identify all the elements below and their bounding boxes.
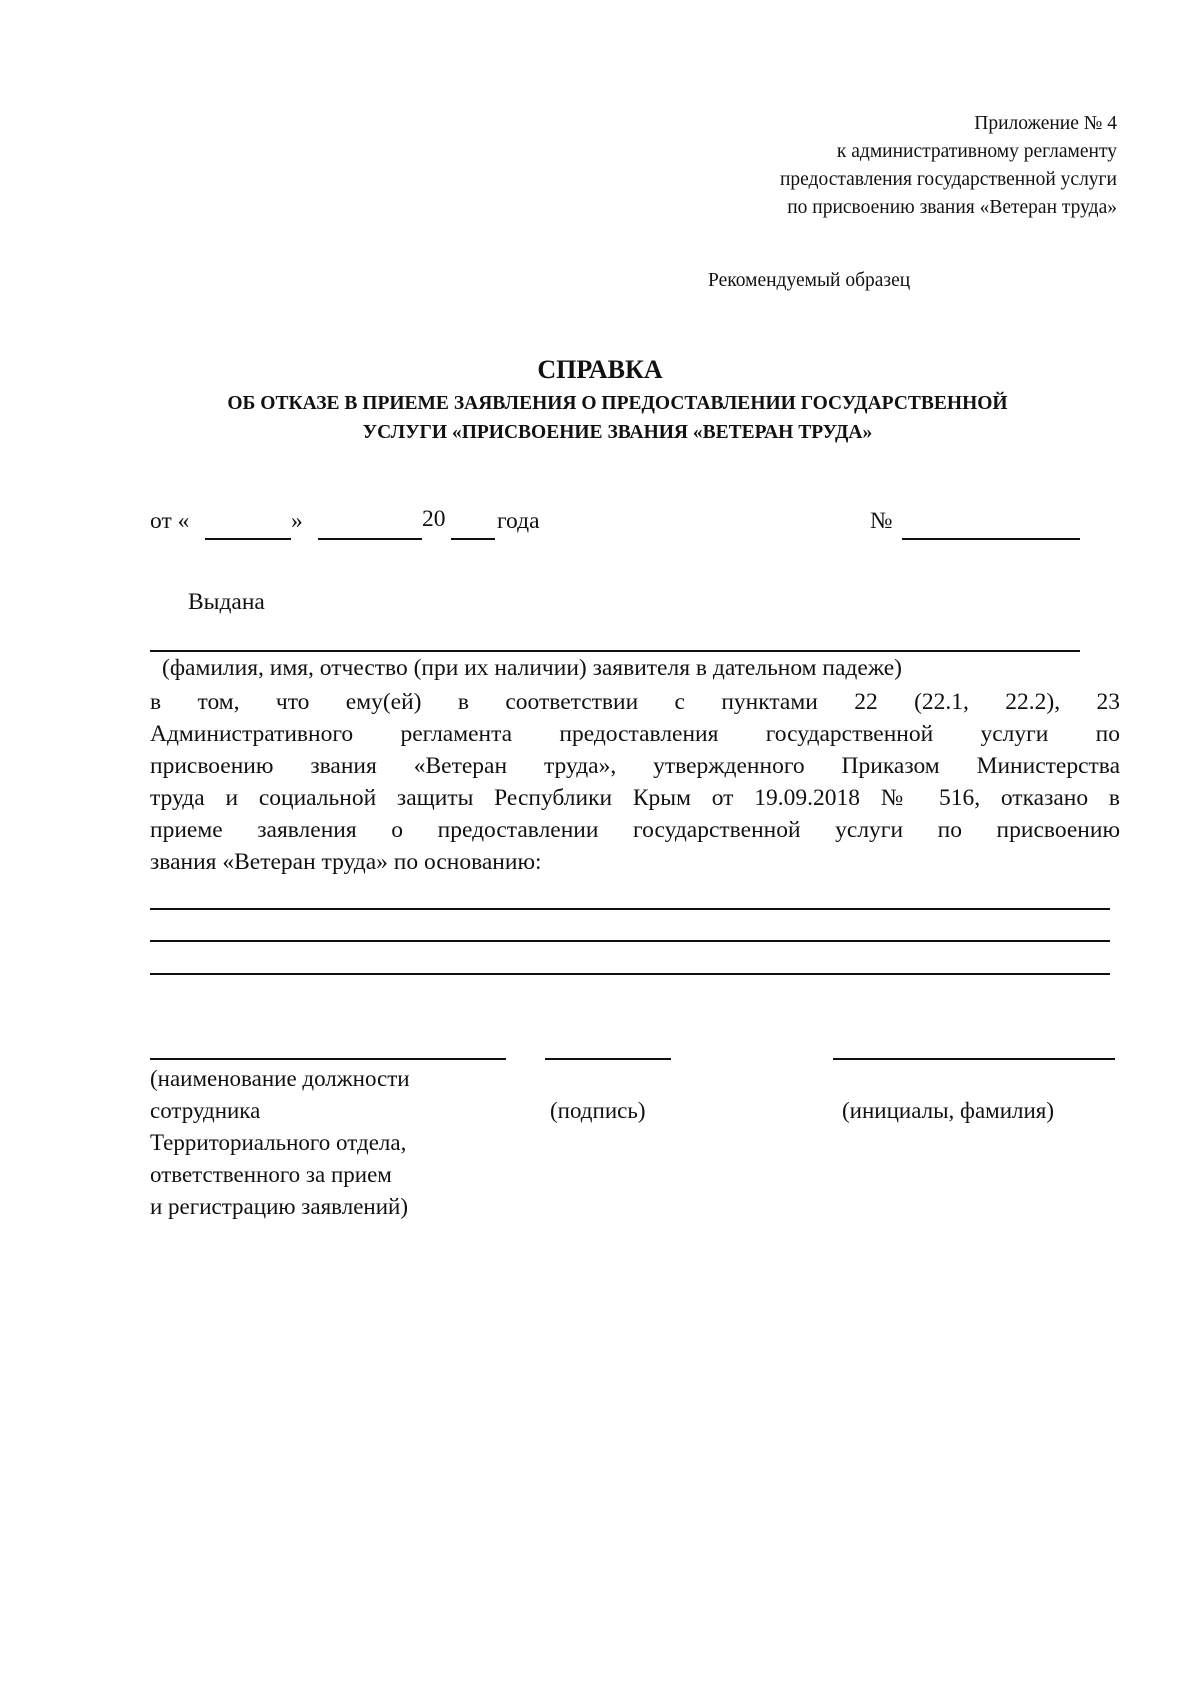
year-suffix: года (497, 508, 540, 534)
document-title: СПРАВКА (537, 355, 663, 384)
sample-label: Рекомендуемый образец (708, 270, 911, 291)
body-line: приеме заявления о предоставлении государственной услуги по присвоению (150, 817, 1120, 843)
recipient-blank[interactable] (150, 650, 1080, 652)
position-caption-line: сотрудника (150, 1098, 261, 1123)
appendix-line: к административному регламенту (836, 141, 1117, 162)
position-blank[interactable] (150, 1058, 506, 1060)
date-close-quote: » (291, 508, 303, 534)
name-caption: (инициалы, фамилия) (842, 1098, 1055, 1123)
appendix-line: Приложение № 4 (974, 113, 1117, 134)
recipient-hint: (фамилия, имя, отчество (при их наличии) заявителя в дательном падеже) (162, 655, 902, 681)
position-caption-line: Территориального отдела, (150, 1130, 407, 1155)
document-subtitle (150, 389, 1085, 447)
appendix-line: предоставления государственной услуги (779, 169, 1117, 190)
appendix-block (780, 110, 1117, 222)
body-line: труда и социальной защиты Республики Крым от 19.09.2018 № 516, отказано в (150, 785, 1120, 811)
position-caption-line: (наименование должности (150, 1066, 410, 1091)
subtitle-line: УСЛУГИ «ПРИСВОЕНИЕ ЗВАНИЯ «ВЕТЕРАН ТРУДА» (362, 422, 873, 443)
number-label: № (870, 508, 893, 534)
body-line: присвоению звания «Ветеран труда», утвержденного Приказом Министерства (150, 753, 1120, 779)
reason-blank-1[interactable] (150, 908, 1110, 910)
year-blank[interactable] (451, 538, 495, 540)
position-caption (150, 1063, 410, 1223)
appendix-line: по присвоению звания «Ветеран труда» (787, 197, 1117, 218)
date-from-label: от « (150, 508, 190, 534)
signature-blank[interactable] (545, 1058, 671, 1060)
issued-label: Выдана (188, 589, 265, 615)
reason-blank-3[interactable] (150, 973, 1110, 975)
body-line: Административного регламента предоставления государственной услуги по (150, 721, 1120, 747)
name-blank[interactable] (833, 1058, 1115, 1060)
body-line: звания «Ветеран труда» по основанию: (150, 849, 542, 875)
subtitle-line: ОБ ОТКАЗЕ В ПРИЕМЕ ЗАЯВЛЕНИЯ О ПРЕДОСТАВЛЕНИИ ГОСУДАРСТВЕННОЙ (227, 393, 1008, 414)
body-line: в том, что ему(ей) в соответствии с пунктами 22 (22.1, 22.2), 23 (150, 689, 1120, 715)
reason-blank-2[interactable] (150, 940, 1110, 942)
position-caption-line: и регистрацию заявлений) (150, 1194, 409, 1219)
day-blank[interactable] (205, 538, 291, 540)
number-blank[interactable] (902, 538, 1080, 540)
signature-caption: (подпись) (550, 1098, 646, 1123)
year-prefix: 20 (422, 506, 446, 532)
month-blank[interactable] (318, 538, 422, 540)
position-caption-line: ответственного за прием (150, 1162, 392, 1187)
